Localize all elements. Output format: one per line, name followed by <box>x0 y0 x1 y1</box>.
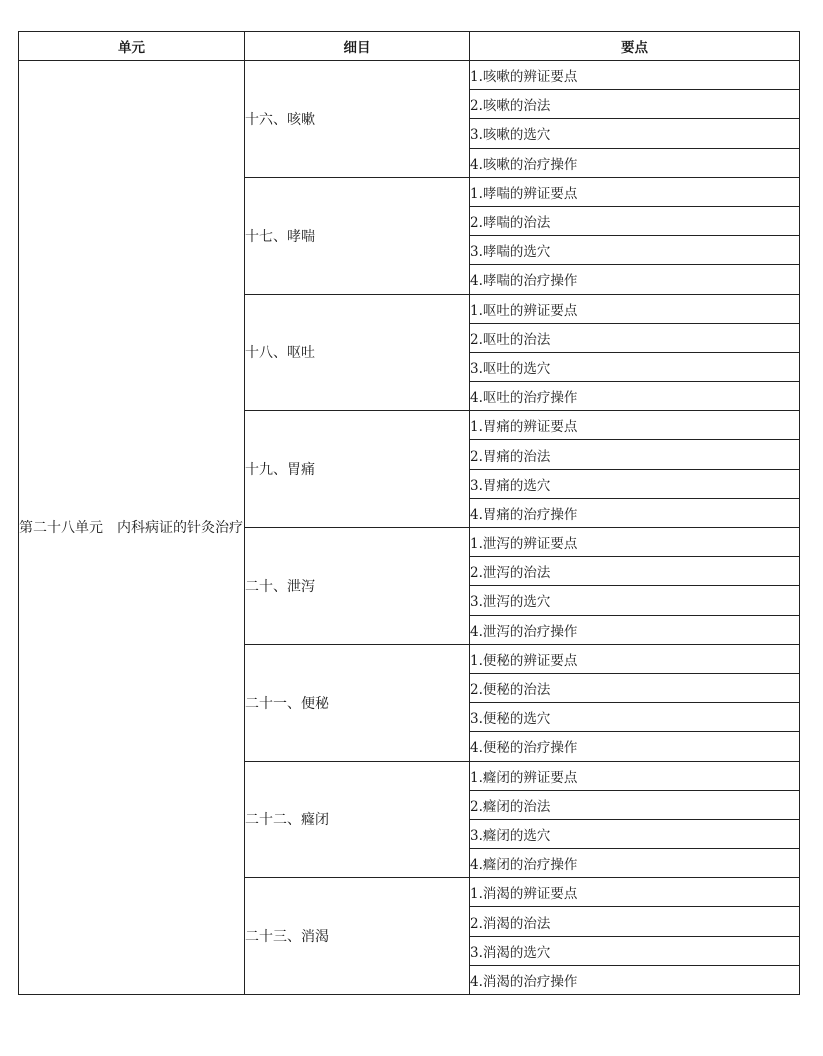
topic-cell: 二十、泄泻 <box>245 528 470 645</box>
point-cell: 4.便秘的治疗操作 <box>470 732 800 761</box>
point-cell: 2.泄泻的治法 <box>470 557 800 586</box>
table-row <box>19 61 800 90</box>
topic-cell: 十六、咳嗽 <box>245 61 470 178</box>
point-cell: 3.消渴的选穴 <box>470 936 800 965</box>
point-cell: 2.癃闭的治法 <box>470 790 800 819</box>
point-cell: 1.便秘的辨证要点 <box>470 644 800 673</box>
point-cell: 3.咳嗽的选穴 <box>470 119 800 148</box>
header-row <box>19 32 800 61</box>
point-cell: 2.便秘的治法 <box>470 673 800 702</box>
point-cell: 4.呕吐的治疗操作 <box>470 382 800 411</box>
point-cell: 3.胃痛的选穴 <box>470 469 800 498</box>
point-cell: 3.哮喘的选穴 <box>470 236 800 265</box>
point-cell: 4.泄泻的治疗操作 <box>470 615 800 644</box>
point-cell: 1.胃痛的辨证要点 <box>470 411 800 440</box>
point-cell: 4.癃闭的治疗操作 <box>470 849 800 878</box>
point-cell: 1.消渴的辨证要点 <box>470 878 800 907</box>
point-cell: 2.消渴的治法 <box>470 907 800 936</box>
point-cell: 3.便秘的选穴 <box>470 703 800 732</box>
point-cell: 1.呕吐的辨证要点 <box>470 294 800 323</box>
point-cell: 1.泄泻的辨证要点 <box>470 528 800 557</box>
header-points: 要点 <box>470 32 800 61</box>
point-cell: 4.胃痛的治疗操作 <box>470 498 800 527</box>
header-topic: 细目 <box>245 32 470 61</box>
point-cell: 2.咳嗽的治法 <box>470 90 800 119</box>
point-cell: 4.消渴的治疗操作 <box>470 965 800 994</box>
point-cell: 4.咳嗽的治疗操作 <box>470 148 800 177</box>
point-cell: 4.哮喘的治疗操作 <box>470 265 800 294</box>
topic-cell: 二十一、便秘 <box>245 644 470 761</box>
point-cell: 3.呕吐的选穴 <box>470 352 800 381</box>
point-cell: 2.胃痛的治法 <box>470 440 800 469</box>
point-cell: 1.哮喘的辨证要点 <box>470 177 800 206</box>
table-body <box>19 61 800 995</box>
topic-cell: 十七、哮喘 <box>245 177 470 294</box>
topic-cell: 十九、胃痛 <box>245 411 470 528</box>
topic-cell: 十八、呕吐 <box>245 294 470 411</box>
syllabus-table <box>18 31 800 995</box>
point-cell: 3.癃闭的选穴 <box>470 819 800 848</box>
point-cell: 1.癃闭的辨证要点 <box>470 761 800 790</box>
point-cell: 3.泄泻的选穴 <box>470 586 800 615</box>
point-cell: 2.呕吐的治法 <box>470 323 800 352</box>
header-unit: 单元 <box>19 32 245 61</box>
point-cell: 2.哮喘的治法 <box>470 206 800 235</box>
topic-cell: 二十二、癃闭 <box>245 761 470 878</box>
topic-cell: 二十三、消渴 <box>245 878 470 995</box>
point-cell: 1.咳嗽的辨证要点 <box>470 61 800 90</box>
unit-cell: 第二十八单元 内科病证的针灸治疗 <box>19 61 245 995</box>
